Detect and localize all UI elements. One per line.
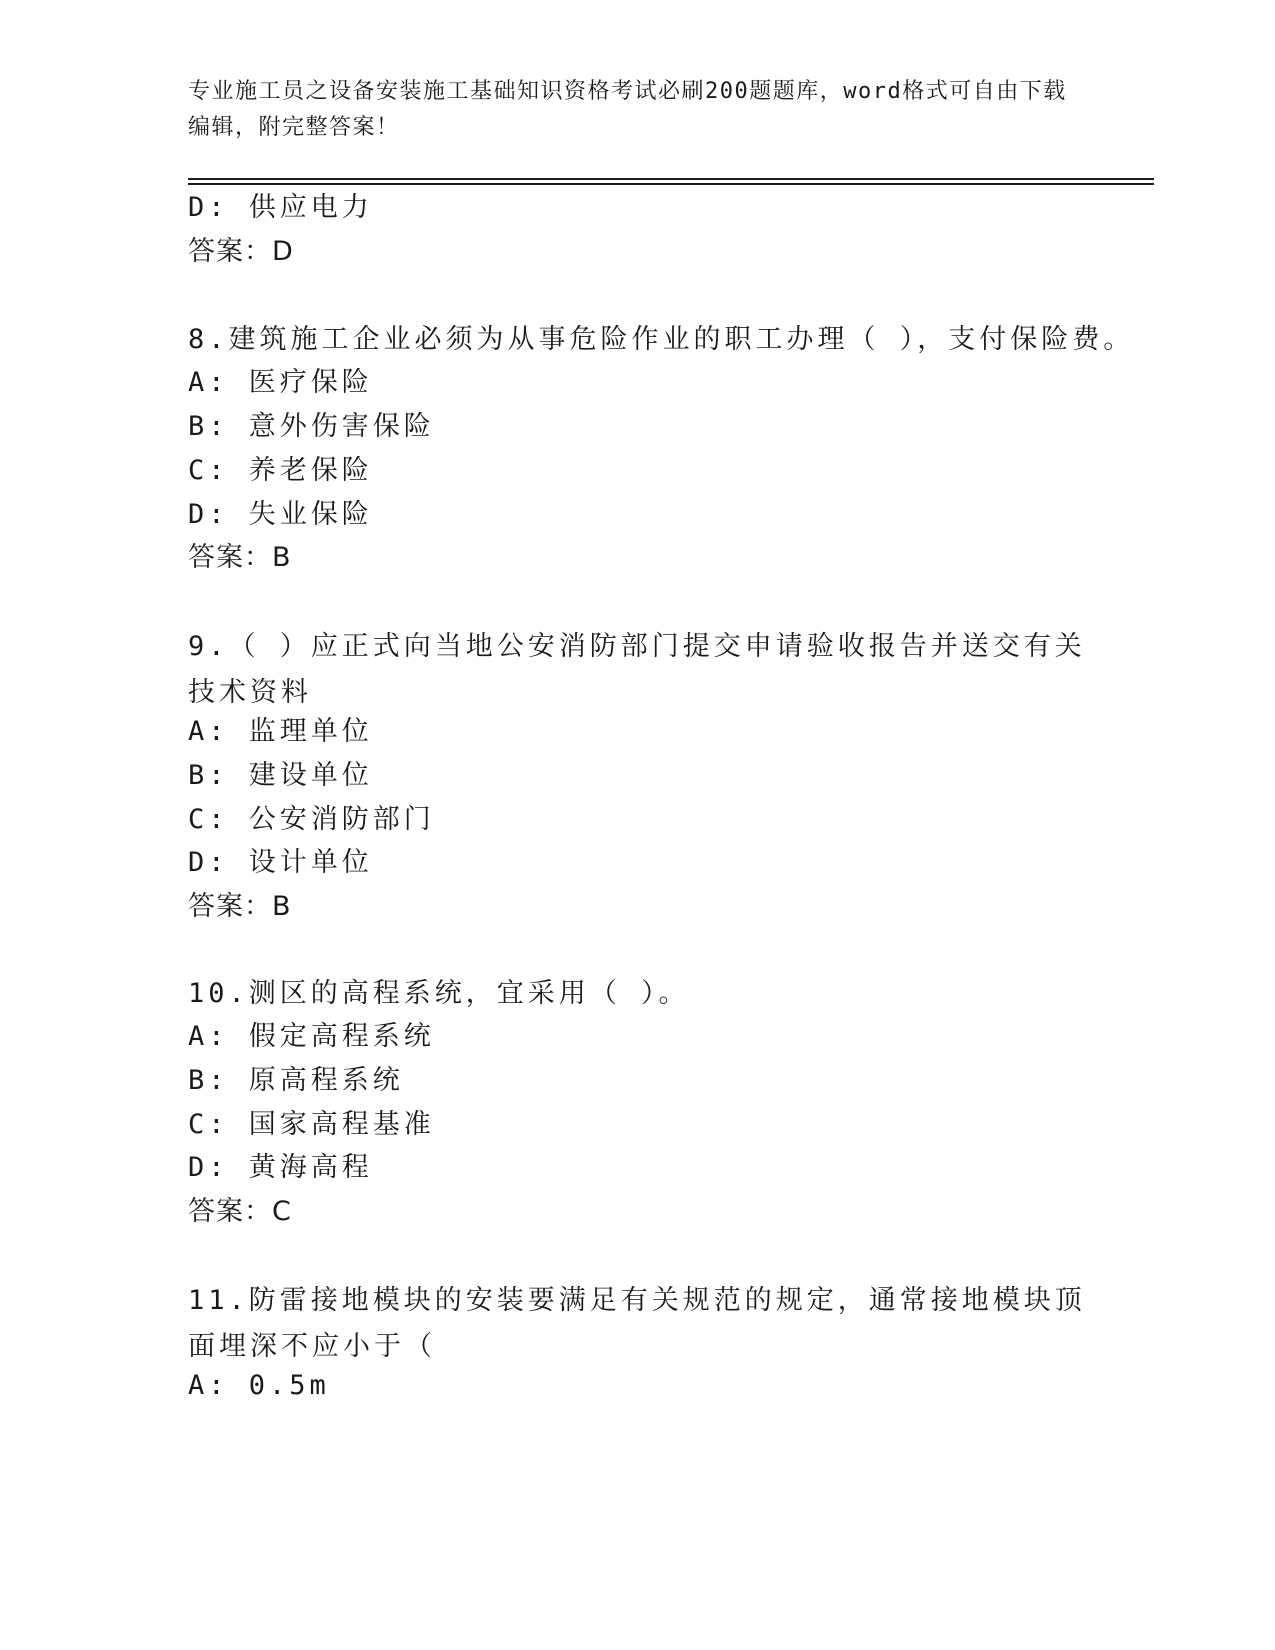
q9-option-c: C: 公安消防部门 [188,804,435,835]
q8-option-c: C: 养老保险 [188,455,373,486]
q9-option-a: A: 监理单位 [188,716,373,747]
q10-option-c: C: 国家高程基准 [188,1109,435,1140]
q7-answer: 答案：D [188,236,294,267]
q10-option-a: A: 假定高程系统 [188,1021,435,1052]
q11-question: 11.防雷接地模块的安装要满足有关规范的规定，通常接地模块顶面埋深不应小于（ [188,1285,1086,1362]
q9-option-d: D: 设计单位 [188,847,373,878]
q8-option-d: D: 失业保险 [188,499,373,530]
page-header: 专业施工员之设备安装施工基础知识资格考试必刷200题题库，word格式可自由下载编辑，附完整答案！ [188,79,1067,140]
q9-option-b: B: 建设单位 [188,760,373,791]
q7-option-d: D: 供应电力 [188,192,373,223]
q10-option-d: D: 黄海高程 [188,1152,373,1183]
q9-answer: 答案：B [188,891,292,922]
q8-answer: 答案：B [188,542,292,573]
header-divider-bottom [188,183,1154,185]
q10-question: 10.测区的高程系统，宜采用（ ）。 [188,978,690,1009]
q10-answer: 答案：C [188,1196,292,1227]
q8-option-a: A: 医疗保险 [188,367,373,398]
q10-option-b: B: 原高程系统 [188,1065,404,1096]
q8-option-b: B: 意外伤害保险 [188,411,435,442]
q11-option-a: A: 0.5m [188,1370,330,1401]
header-divider-top [188,178,1154,180]
q9-question: 9.（ ）应正式向当地公安消防部门提交申请验收报告并送交有关技术资料 [188,631,1086,708]
q8-question: 8.建筑施工企业必须为从事危险作业的职工办理（ ），支付保险费。 [188,324,1135,355]
